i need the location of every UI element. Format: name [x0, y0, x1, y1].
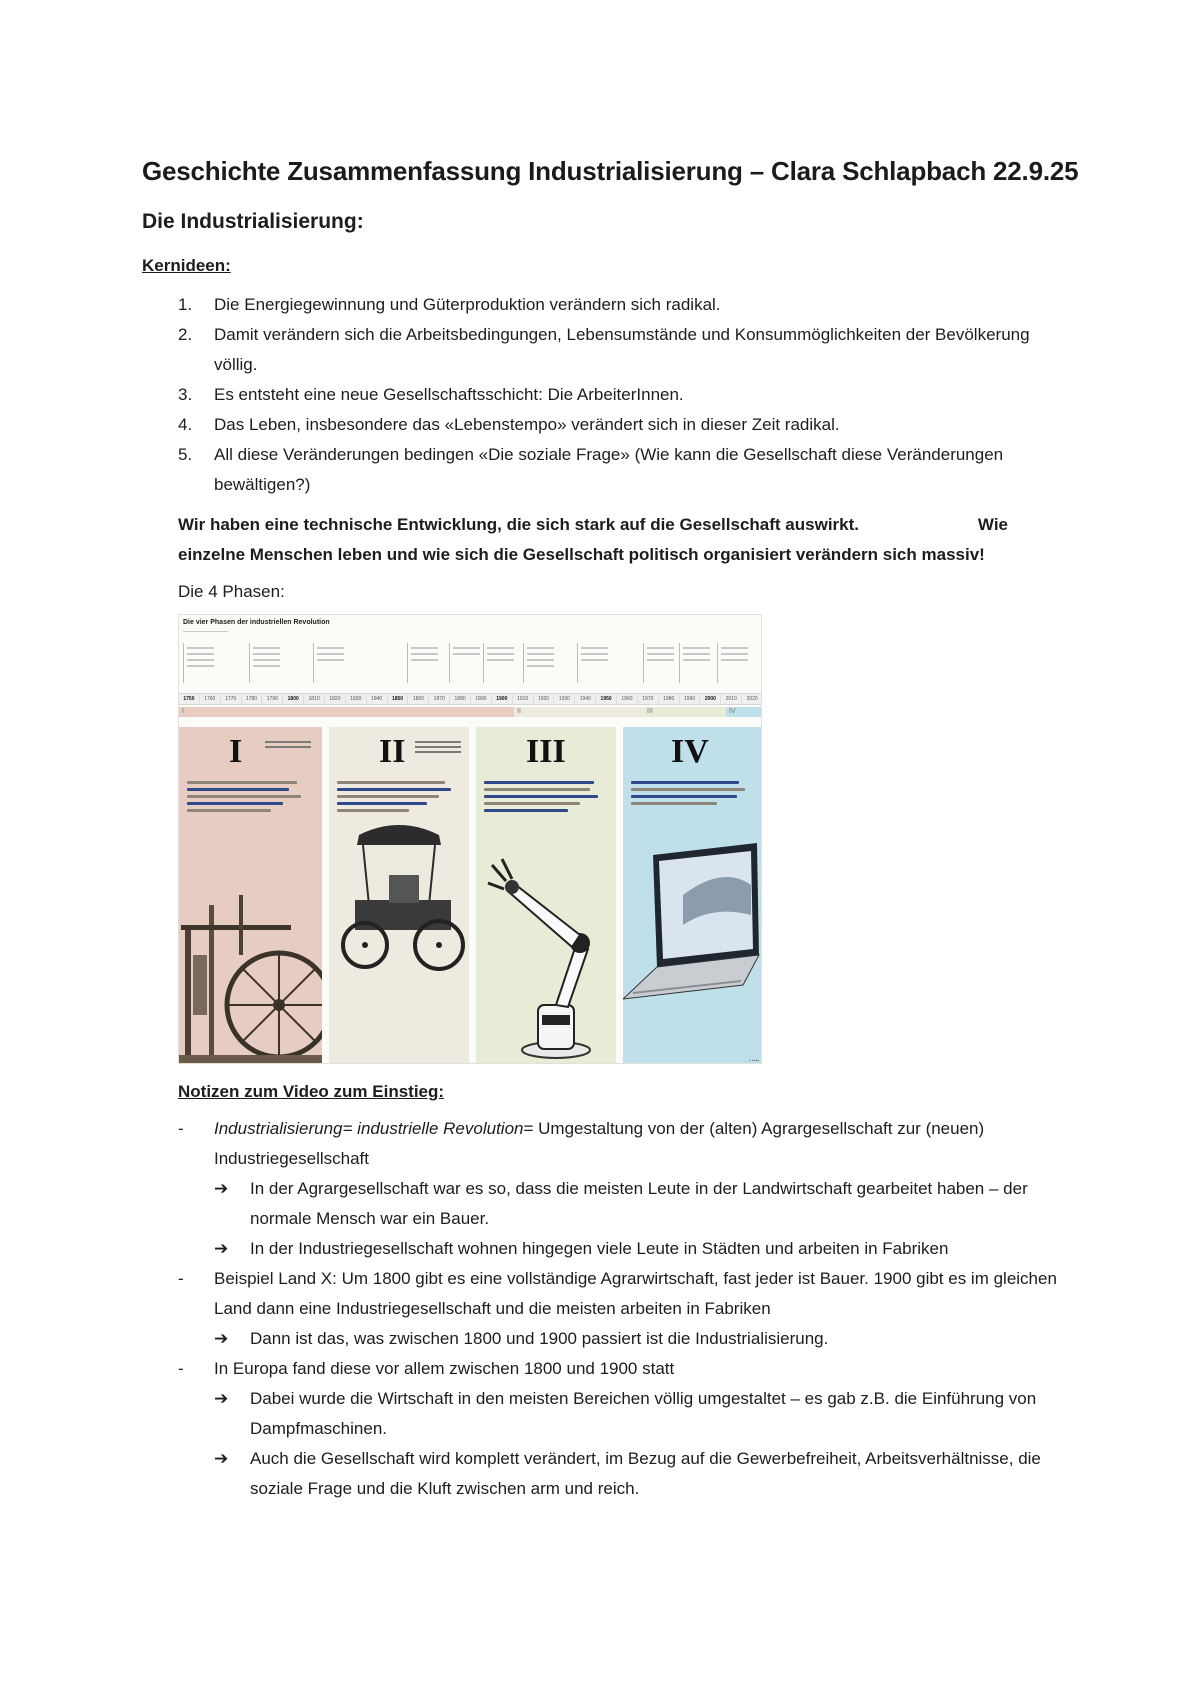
- timeline-axis: [179, 693, 762, 705]
- list-text: In Europa fand diese vor allem zwischen 1800 und 1900 statt: [214, 1359, 675, 1378]
- arrow-icon: ➔: [214, 1449, 229, 1468]
- event-note: [577, 643, 611, 683]
- phase-numeral: III: [526, 733, 566, 770]
- event-note: [313, 643, 347, 683]
- video-notes-heading: Notizen zum Video zum Einstieg:: [178, 1082, 445, 1101]
- timeline-year: 1880: [450, 694, 471, 704]
- list-item: [178, 410, 1058, 440]
- list-text: Damit verändern sich die Arbeitsbedingungen, Lebensumstände und Konsummöglichkeiten der Bevölkerung völlig.: [214, 325, 1030, 374]
- timeline-year: 1810: [304, 694, 325, 704]
- timeline-year: 1800: [283, 694, 304, 704]
- kernideen-heading: Kernideen:: [142, 256, 231, 275]
- timeline-year: 1900: [492, 694, 513, 704]
- phase-3-column: [476, 727, 616, 1064]
- list-item: [178, 1384, 1078, 1444]
- timeline-year: 1980: [659, 694, 680, 704]
- phase-bar-3: III: [644, 707, 726, 717]
- infographic-subtitle-scribble: ―――――――――: [183, 629, 228, 635]
- phase-text-scribble: [484, 781, 604, 816]
- dash-bullet: -: [178, 1359, 184, 1378]
- phase-numeral: II: [379, 733, 406, 770]
- section-heading: Die Industrialisierung:: [142, 210, 364, 233]
- list-text: Das Leben, insbesondere das «Lebenstempo» verändert sich in dieser Zeit radikal.: [214, 415, 840, 434]
- term-industrielle-revolution: industrielle Revolution: [357, 1119, 524, 1138]
- timeline-year: 2020: [742, 694, 762, 704]
- summary-paragraph: [178, 510, 1008, 570]
- image-credit: ▪ ▪▪▪▪: [748, 1058, 759, 1064]
- phase-bar-2: II: [514, 707, 644, 717]
- list-number: 5.: [178, 445, 193, 464]
- event-note: [183, 643, 217, 683]
- event-note: [717, 643, 751, 683]
- list-item: [178, 1354, 1078, 1384]
- equals-sign: =: [342, 1119, 358, 1138]
- timeline-year: 1960: [617, 694, 638, 704]
- list-text: Die Energiegewinnung und Güterproduktion verändern sich radikal.: [214, 295, 721, 314]
- timeline-year: 1890: [471, 694, 492, 704]
- timeline-year: 1780: [242, 694, 263, 704]
- timeline-year: 1930: [554, 694, 575, 704]
- arrow-icon: ➔: [214, 1239, 229, 1258]
- list-text: Dabei wurde die Wirtschaft in den meisten Bereichen völlig umgestaltet – es gab z.B. die Einführung von Dampfmaschinen.: [250, 1389, 1037, 1438]
- event-note: [679, 643, 713, 683]
- list-item: [178, 1174, 1078, 1234]
- timeline-year: 1850: [388, 694, 409, 704]
- timeline-year: 1860: [408, 694, 429, 704]
- arrow-icon: ➔: [214, 1179, 229, 1198]
- timeline-year: 1820: [325, 694, 346, 704]
- video-notes: [178, 1114, 1078, 1504]
- timeline-year: 1920: [534, 694, 555, 704]
- list-item: [178, 1234, 1078, 1264]
- phase-text-scribble: [631, 781, 751, 809]
- event-note: [643, 643, 677, 683]
- timeline-year: 2000: [700, 694, 721, 704]
- phase-4-column: [623, 727, 762, 1064]
- phase-1-column: [179, 727, 322, 1064]
- list-item: [178, 290, 1058, 320]
- list-number: 3.: [178, 385, 193, 404]
- list-number: 1.: [178, 295, 193, 314]
- phase-bar-4: IV: [726, 707, 762, 717]
- timeline-year: 1830: [346, 694, 367, 704]
- list-text: All diese Veränderungen bedingen «Die soziale Frage» (Wie kann die Gesellschaft diese Veränderungen bewältigen?): [214, 445, 1004, 494]
- term-industrialisierung: Industrialisierung: [214, 1119, 343, 1138]
- robot-arm-illustration: [476, 835, 616, 1064]
- timeline-year: 1940: [575, 694, 596, 704]
- timeline-year: 1790: [262, 694, 283, 704]
- infographic-title: Die vier Phasen der industriellen Revolution: [183, 619, 330, 626]
- phase-caption-scribble: [415, 741, 461, 756]
- list-text: Es entsteht eine neue Gesellschaftsschicht: Die ArbeiterInnen.: [214, 385, 684, 404]
- phase-bar-1: I: [179, 707, 514, 717]
- timeline-year: 1950: [596, 694, 617, 704]
- list-item: [178, 320, 1058, 380]
- summary-line-1-end: Wie: [977, 515, 1008, 534]
- dash-bullet: -: [178, 1269, 184, 1288]
- timeline-year: 2010: [721, 694, 742, 704]
- list-text: Auch die Gesellschaft wird komplett verändert, im Bezug auf die Gewerbefreiheit, Arbeitsverhältnisse, die soziale Frage und die Kluft zwischen arm und reich.: [250, 1449, 1041, 1498]
- event-note: [449, 643, 483, 683]
- phase-numeral: I: [229, 733, 243, 770]
- list-text: In der Agrargesellschaft war es so, dass die meisten Leute in der Landwirtschaft gearbeitet haben – der normale Mensch war ein Bauer.: [250, 1179, 1028, 1228]
- list-item: [178, 1444, 1078, 1504]
- event-note: [523, 643, 557, 683]
- timeline-year: 1870: [429, 694, 450, 704]
- list-number: 2.: [178, 325, 193, 344]
- summary-line-1: Wir haben eine technische Entwicklung, die sich stark auf die Gesellschaft auswirkt.: [178, 515, 859, 534]
- list-item: [178, 440, 1058, 500]
- list-item: [178, 1324, 1078, 1354]
- list-item: [178, 1114, 1078, 1174]
- steam-engine-illustration: [179, 885, 322, 1064]
- phase-numeral: IV: [671, 733, 709, 770]
- early-car-illustration: [329, 805, 469, 1005]
- list-text: = Umgestaltung von der (alten) Agrargesellschaft zur (neuen) Industriegesellschaft: [214, 1119, 985, 1168]
- arrow-icon: ➔: [214, 1329, 229, 1348]
- timeline-year: 1750: [179, 694, 200, 704]
- kernideen-list: [178, 290, 1058, 500]
- phases-label: Die 4 Phasen:: [178, 582, 285, 601]
- timeline-year: 1760: [200, 694, 221, 704]
- list-item: [178, 1264, 1078, 1324]
- document-title: Geschichte Zusammenfassung Industrialisierung – Clara Schlapbach 22.9.25: [142, 156, 1079, 186]
- timeline-year: 1840: [367, 694, 388, 704]
- list-text: Dann ist das, was zwischen 1800 und 1900 passiert ist die Industrialisierung.: [250, 1329, 829, 1348]
- list-text: In der Industriegesellschaft wohnen hingegen viele Leute in Städten und arbeiten in Fabriken: [250, 1239, 949, 1258]
- event-note: [483, 643, 517, 683]
- timeline-year: 1770: [221, 694, 242, 704]
- phase-2-column: [329, 727, 469, 1064]
- timeline-year: 1910: [513, 694, 534, 704]
- timeline-year: 1970: [638, 694, 659, 704]
- industrial-revolution-phases-image: [178, 614, 762, 1064]
- event-note: [249, 643, 283, 683]
- dash-bullet: -: [178, 1119, 184, 1138]
- laptop-illustration: [623, 835, 762, 1035]
- phase-caption-scribble: [265, 741, 311, 751]
- list-text: Beispiel Land X: Um 1800 gibt es eine vollständige Agrarwirtschaft, fast jeder ist Bauer. 1900 gibt es im gleichen Land dann eine Industriegesellschaft und die meisten arbeiten in Fabriken: [214, 1269, 1057, 1318]
- timeline-year: 1990: [680, 694, 701, 704]
- arrow-icon: ➔: [214, 1389, 229, 1408]
- summary-line-2: einzelne Menschen leben und wie sich die Gesellschaft politisch organisiert verändern sich massiv!: [178, 545, 985, 564]
- list-item: [178, 380, 1058, 410]
- list-number: 4.: [178, 415, 193, 434]
- phase-text-scribble: [187, 781, 307, 816]
- event-note: [407, 643, 441, 683]
